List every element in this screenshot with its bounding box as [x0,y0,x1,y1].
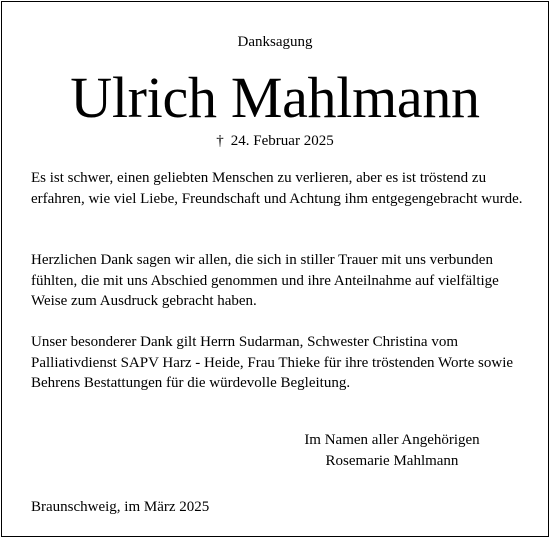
deceased-name: Ulrich Mahlmann [70,65,480,130]
signature-line-name: Rosemarie Mahlmann [325,452,459,469]
paragraph-thanks-all: Herzlichen Dank sagen wir allen, die sich in stiller Trauer mit uns verbunden fühlten, die mit uns Abschied genommen und ihre Anteilnahme auf vielfältige Weise zum Ausdruck gebracht haben. [31,252,499,309]
notice-heading: Danksagung [237,34,313,50]
paragraph-special-thanks: Unser besonderer Dank gilt Herrn Sudarman, Schwester Christina vom Palliativdienst SAPV Harz - Heide, Frau Thieke für ihre tröstenden Worte sowie Behrens Bestattungen für die würdevolle Begleitung. [31,334,514,391]
place-and-date: Braunschweig, im März 2025 [31,499,210,515]
obituary-notice [1,1,549,537]
paragraph-gratitude-intro: Es ist schwer, einen geliebten Menschen zu verlieren, aber es ist tröstend zu erfahren, wie viel Liebe, Freundschaft und Achtung ihm entgegengebracht wurde. [31,170,523,207]
death-date: 24. Februar 2025 [230,133,334,149]
signature-block [252,430,532,471]
death-date-line [2,131,548,151]
signature-line-relatives: Im Namen aller Angehörigen [304,432,480,448]
cross-icon: † [216,133,224,149]
